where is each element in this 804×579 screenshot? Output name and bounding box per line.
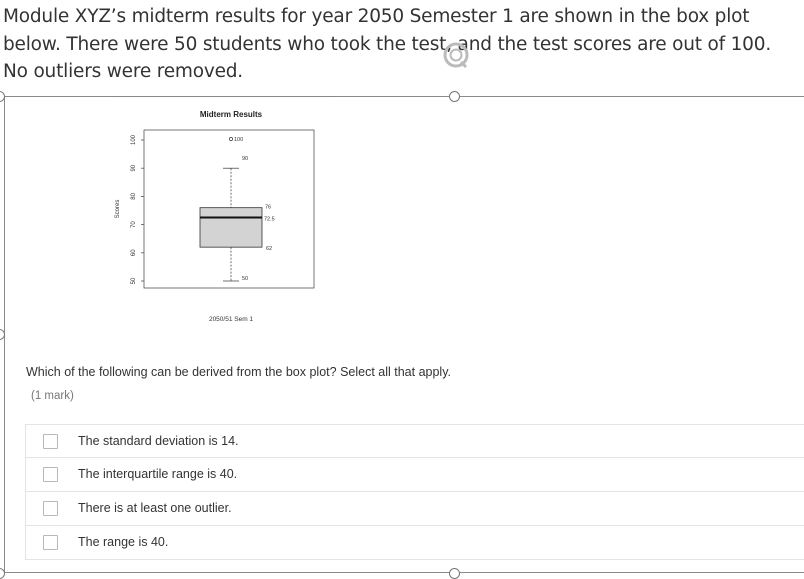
option-row[interactable] bbox=[25, 492, 804, 526]
iqr-box bbox=[200, 208, 262, 247]
resize-handle-top-center[interactable] bbox=[449, 91, 460, 102]
y-tick-label: 50 bbox=[131, 277, 137, 285]
y-tick-label: 100 bbox=[131, 134, 137, 146]
y-axis bbox=[131, 134, 144, 284]
resize-handle-bottom-center[interactable] bbox=[449, 568, 460, 579]
y-tick-label: 70 bbox=[131, 221, 137, 228]
option-checkbox[interactable] bbox=[43, 467, 58, 482]
chart-title: Midterm Results bbox=[199, 110, 263, 119]
outlier-point bbox=[229, 137, 232, 140]
q1-label: 62 bbox=[266, 246, 273, 253]
min-label: 50 bbox=[242, 276, 249, 282]
x-axis-label: 2050/51 Sem 1 bbox=[208, 316, 254, 323]
option-checkbox[interactable] bbox=[43, 501, 58, 516]
answer-options bbox=[25, 424, 804, 560]
boxplot-chart bbox=[111, 98, 333, 332]
q3-label: 76 bbox=[265, 204, 272, 211]
median-label: 72.5 bbox=[264, 216, 275, 223]
boxplot-image bbox=[111, 98, 333, 332]
option-label[interactable]: There is at least one outlier. bbox=[78, 501, 232, 515]
rotate-icon[interactable] bbox=[441, 40, 471, 70]
option-label[interactable]: The interquartile range is 40. bbox=[78, 467, 238, 481]
option-label[interactable]: The standard deviation is 14. bbox=[78, 434, 239, 448]
y-axis-label: Scores bbox=[115, 199, 121, 219]
y-tick-label: 90 bbox=[131, 164, 137, 172]
y-tick-label: 80 bbox=[131, 193, 137, 200]
outlier-label: 100 bbox=[234, 137, 244, 143]
option-checkbox[interactable] bbox=[43, 535, 58, 550]
question-prompt: Which of the following can be derived from the box plot? Select all that apply. bbox=[26, 365, 452, 379]
option-checkbox[interactable] bbox=[43, 434, 58, 449]
y-tick-label: 60 bbox=[131, 249, 137, 257]
option-row[interactable] bbox=[25, 425, 804, 458]
max-label: 90 bbox=[242, 156, 249, 163]
question-intro-text: Module XYZ’s midterm results for year 2050 Semester 1 are shown in the box plot below. There were 50 students who took the test, and the test scores are out of 100. No outliers were removed. bbox=[3, 6, 771, 82]
option-row[interactable] bbox=[25, 526, 804, 560]
option-label[interactable]: The range is 40. bbox=[78, 535, 169, 549]
question-marks: (1 mark) bbox=[31, 390, 74, 402]
option-row[interactable] bbox=[25, 458, 804, 492]
box-elements bbox=[200, 137, 275, 282]
